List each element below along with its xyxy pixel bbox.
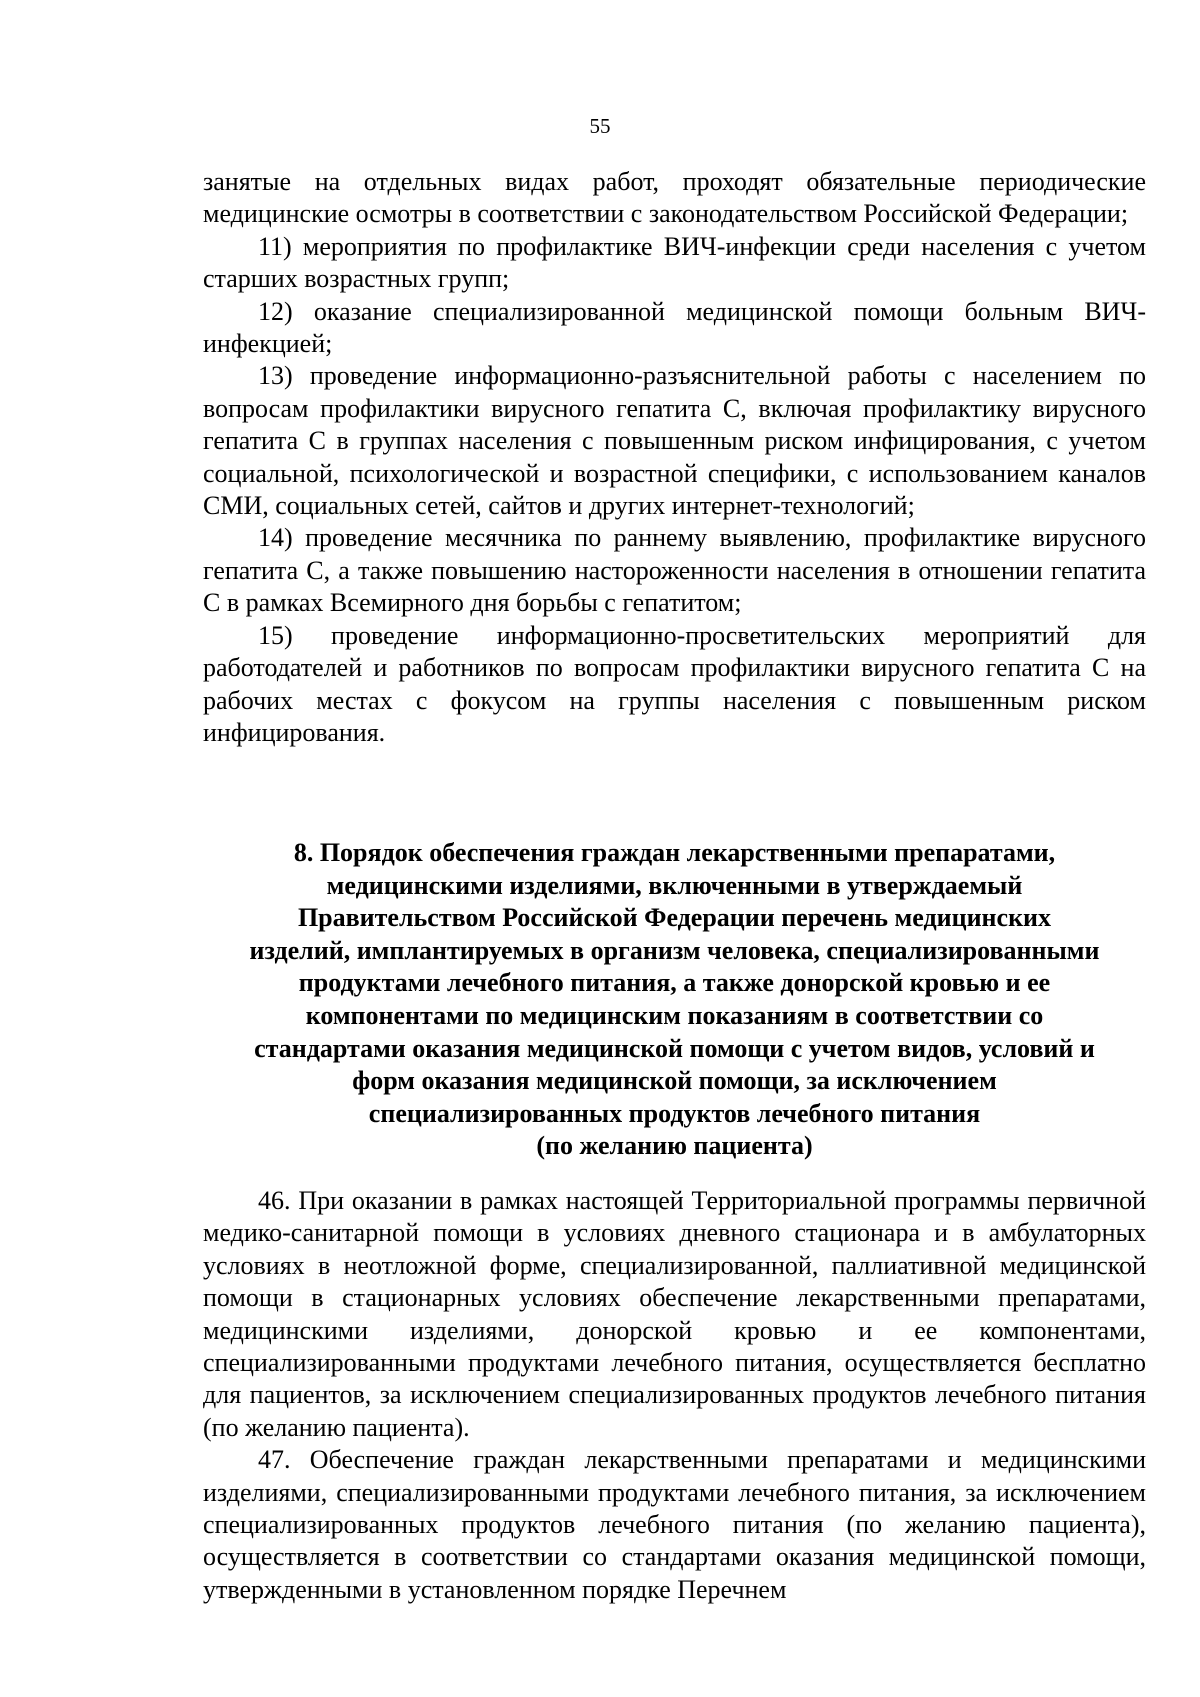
heading-line: медицинскими изделиями, включенными в утверждаемый [326,870,1023,900]
paragraph-47: 47. Обеспечение граждан лекарственными препаратами и медицинскими изделиями, специализированными продуктами лечебного питания, за исключением специализированных продуктов лечебного питания (по желанию пациента), осуществляется в соответствии со стандартами оказания медицинской помощи, утвержденными в установленном порядке Перечнем [203,1445,1146,1604]
paragraph-item-13: 13) проведение информационно-разъяснительной работы с населением по вопросам профилактики вирусного гепатита С, включая профилактику вирусного гепатита С в группах населения с повышенным риском инфицирования, с учетом социальной, психологической и возрастной специфики, с использованием каналов СМИ, социальных сетей, сайтов и других интернет-технологий; [203,361,1146,521]
heading-line: Правительством Российской Федерации перечень медицинских [297,903,1052,933]
heading-line: 8. Порядок обеспечения граждан лекарственными препаратами, [293,838,1056,867]
paragraph-item-12: 12) оказание специализированной медицинской помощи больным ВИЧ-инфекцией; [203,296,1146,359]
paragraph-46: 46. При оказании в рамках настоящей Территориальной программы первичной медико-санитарной помощи в условиях дневного стационара и в амбулаторных условиях в неотложной форме, специализированной, паллиативной медицинской помощи в стационарных условиях обеспечение лекарственными препаратами, медицинскими изделиями, донорской кровью и ее компонентами, специализированными продуктами лечебного питания, осуществляется бесплатно для пациентов, за исключением специализированных продуктов лечебного питания (по желанию пациента). [203,1186,1146,1442]
heading-line: компонентами по медицинским показаниям в соответствии со [305,1000,1044,1030]
heading-line: форм оказания медицинской помощи, за исключением [352,1066,997,1096]
body-text-top [203,166,1146,749]
heading-line: стандартами оказания медицинской помощи с учетом видов, условий и [254,1033,1095,1063]
body-text-bottom [203,1185,1146,1606]
paragraph-continuation: занятые на отдельных видах работ, проходят обязательные периодические медицинские осмотры в соответствии с законодательством Российской Федерации; [203,167,1146,229]
heading-line: продуктами лечебного питания, а также донорской кровью и ее [298,968,1051,998]
heading-line: изделий, имплантируемых в организм человека, специализированными [249,935,1100,965]
paragraph-item-14: 14) проведение месячника по раннему выявлению, профилактике вирусного гепатита С, а также повышению настороженности населения в отношении гепатита С в рамках Всемирного дня борьбы с гепатитом; [203,523,1146,618]
page-number: 55 [589,114,611,138]
paragraph-item-11: 11) мероприятия по профилактике ВИЧ-инфекции среди населения с учетом старших возрастных групп; [203,231,1146,294]
heading-line: (по желанию пациента) [536,1131,813,1161]
paragraph-item-15: 15) проведение информационно-просветительских мероприятий для работодателей и работников по вопросам профилактики вирусного гепатита С на рабочих местах с фокусом на группы населения с повышенным риском инфицирования. [203,620,1146,747]
heading-line: специализированных продуктов лечебного питания [368,1098,981,1128]
section-heading [203,837,1146,1163]
